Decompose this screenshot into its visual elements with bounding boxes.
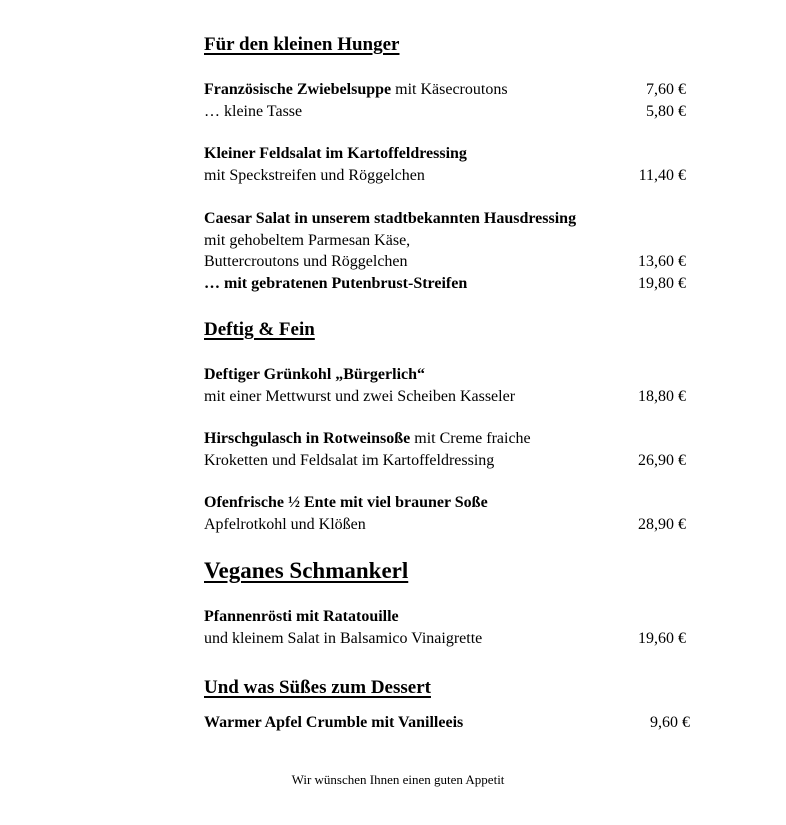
menu-item-gruenkohl (204, 364, 686, 407)
menu-item-variant-price: 5,80 € (646, 102, 686, 120)
menu-item-variant-line (204, 101, 686, 123)
menu-item-extra-label: … mit gebratenen Putenbrust-Streifen (204, 274, 468, 292)
menu-item-desc: mit Speckstreifen und Röggelchen (204, 166, 425, 184)
menu-item-name: Ofenfrische ½ Ente mit viel brauner Soße (204, 494, 488, 511)
menu-item-extra-price: 19,80 € (638, 274, 686, 292)
closing-note: Wir wünschen Ihnen einen guten Appetit (291, 772, 505, 787)
menu-item-desc: Buttercroutons und Röggelchen (204, 253, 408, 270)
menu-item-desc: mit einer Mettwurst und zwei Scheiben Kasseler (204, 387, 516, 405)
menu-item-zwiebelsuppe (204, 79, 686, 122)
menu-item-variant-label: … kleine Tasse (204, 102, 303, 120)
menu-item-crumble (204, 712, 690, 734)
menu-item-caesar (204, 208, 686, 294)
section-title-deftig: Deftig & Fein (204, 319, 315, 340)
menu-item-desc-inline: mit Creme fraiche (410, 430, 531, 447)
menu-item-name: Caesar Salat in unserem stadtbekannten Hausdressing (204, 210, 577, 227)
menu-item-hirschgulasch (204, 428, 686, 471)
menu-item-roesti (204, 606, 686, 649)
menu-item-name: Hirschgulasch in Rotweinsoße (204, 430, 411, 447)
menu-item-name: Deftiger Grünkohl „Bürgerlich“ (204, 366, 426, 383)
menu-item-name: Kleiner Feldsalat im Kartoffeldressing (204, 145, 467, 162)
menu-item-feldsalat (204, 143, 686, 186)
menu-item-desc: und kleinem Salat in Balsamico Vinaigrette (204, 629, 483, 647)
section-title-vegan: Veganes Schmankerl (204, 558, 409, 583)
menu-item-desc: Apfelrotkohl und Klößen (204, 515, 366, 533)
section-title-dessert: Und was Süßes zum Dessert (204, 677, 431, 698)
menu-item-desc: mit Käsecroutons (391, 81, 508, 98)
menu-item-price: 11,40 € (638, 166, 686, 184)
menu-item-price: 18,80 € (638, 387, 686, 405)
menu-item-price: 9,60 € (650, 714, 690, 731)
menu-item-price: 13,60 € (638, 253, 686, 270)
menu-item-name: Pfannenrösti mit Ratatouille (204, 608, 399, 625)
menu-item-desc: mit gehobeltem Parmesan Käse, (204, 231, 411, 249)
menu-item-price: 7,60 € (646, 81, 686, 98)
section-title-hunger: Für den kleinen Hunger (204, 34, 400, 55)
menu-item-price: 19,60 € (638, 629, 686, 647)
menu-item-main-line (204, 79, 686, 101)
menu-item-desc: Kroketten und Feldsalat im Kartoffeldressing (204, 451, 495, 469)
menu-item-name: Französische Zwiebelsuppe (204, 81, 392, 98)
menu-item-name: Warmer Apfel Crumble mit Vanilleeis (204, 714, 464, 731)
menu-item-price: 26,90 € (638, 451, 686, 469)
menu-item-ente (204, 492, 686, 535)
menu-item-price: 28,90 € (638, 515, 686, 533)
